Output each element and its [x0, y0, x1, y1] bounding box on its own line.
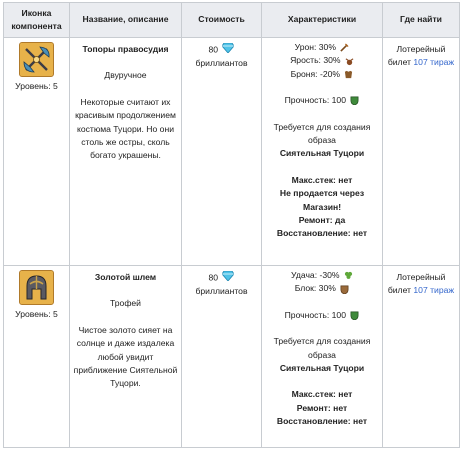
where-text: Лотерейный билет: [387, 272, 446, 296]
cost-currency: бриллиантов: [195, 58, 248, 69]
name-cell: [70, 38, 182, 266]
block-icon: [340, 285, 349, 294]
stat-text: Блок: 30%: [294, 283, 336, 294]
fury-icon: [345, 57, 354, 66]
icon-cell: [4, 38, 70, 266]
table-header-row: [4, 3, 460, 38]
stats-cell: [262, 266, 383, 448]
shield-icon: [350, 311, 359, 320]
where-cell: [383, 38, 460, 266]
durability-text: Прочность: 100: [284, 95, 346, 106]
requirement-name: Сиятельная Туцори: [279, 148, 365, 159]
stats-cell: [262, 38, 383, 266]
cost-currency: бриллиантов: [195, 286, 248, 297]
header-stats: Характеристики: [262, 3, 383, 38]
level-label: Уровень: 5: [15, 309, 58, 319]
stack-line: Макс.стек: нет: [291, 389, 353, 400]
durability-text: Прочность: 100: [284, 309, 346, 320]
item-title: Топоры правосудия: [82, 44, 169, 54]
stat-line: [265, 269, 379, 282]
shield-icon: [350, 96, 359, 105]
restore-line: Восстановление: нет: [276, 228, 368, 239]
stat-line: [265, 282, 379, 295]
items-table: [3, 2, 460, 448]
where-number-link[interactable]: 107: [413, 57, 428, 68]
stat-line: [265, 68, 379, 81]
stat-line: [265, 54, 379, 67]
where-cell: [383, 266, 460, 448]
cost-amount: 80: [208, 44, 219, 55]
helmet-icon[interactable]: [19, 270, 54, 305]
header-icon: Иконка компонента: [4, 3, 70, 38]
sword-icon: [340, 43, 349, 52]
where-draw-link[interactable]: тираж: [430, 285, 455, 296]
stat-text: Урон: 30%: [294, 42, 336, 52]
cost-amount: 80: [208, 272, 219, 283]
header-cost: Стоимость: [182, 3, 262, 38]
diamond-icon: [222, 271, 234, 285]
stat-text: Броня: -20%: [290, 68, 341, 79]
item-type: Трофей: [110, 298, 141, 309]
where-text: Лотерейный билет: [387, 44, 446, 68]
cost-cell: [182, 38, 262, 266]
requirement-name: Сиятельная Туцори: [279, 363, 365, 374]
durability-line: [265, 94, 379, 107]
where-number-link[interactable]: 107: [413, 285, 428, 296]
item-type: Двуручное: [104, 70, 147, 81]
repair-line: Ремонт: нет: [296, 402, 348, 413]
stat-text: Ярость: 30%: [290, 55, 341, 66]
where-draw-link[interactable]: тираж: [430, 57, 455, 68]
repair-line: Ремонт: да: [298, 215, 346, 226]
item-title: Золотой шлем: [94, 272, 157, 282]
header-where: Где найти: [383, 3, 460, 38]
restore-line: Восстановление: нет: [276, 416, 368, 427]
item-description: Некоторые считают их красивым продолжением костюма Туцори. Но они столь же остры, сколь богато украшены.: [75, 96, 176, 161]
requirement-prefix: Требуется для создания образа: [273, 336, 371, 360]
sell-line: Не продается через Магазин!: [279, 188, 365, 212]
stat-line: [265, 41, 379, 54]
cost-cell: [182, 266, 262, 448]
item-description: Чистое золото сияет на солнце и даже издалека любой увидит приближение Сиятельной Туцори.: [73, 324, 178, 389]
level-label: Уровень: 5: [15, 81, 58, 91]
table-row: [4, 266, 460, 448]
diamond-icon: [222, 43, 234, 57]
armor-icon: [344, 70, 353, 79]
icon-cell: [4, 266, 70, 448]
name-cell: [70, 266, 182, 448]
axes-icon[interactable]: [19, 42, 54, 77]
stack-line: Макс.стек: нет: [291, 174, 353, 185]
durability-line: [265, 309, 379, 322]
luck-icon: [344, 271, 353, 280]
stat-text: Удача: -30%: [291, 270, 340, 280]
header-name: Название, описание: [70, 3, 182, 38]
requirement-prefix: Требуется для создания образа: [273, 121, 371, 146]
table-row: [4, 38, 460, 266]
